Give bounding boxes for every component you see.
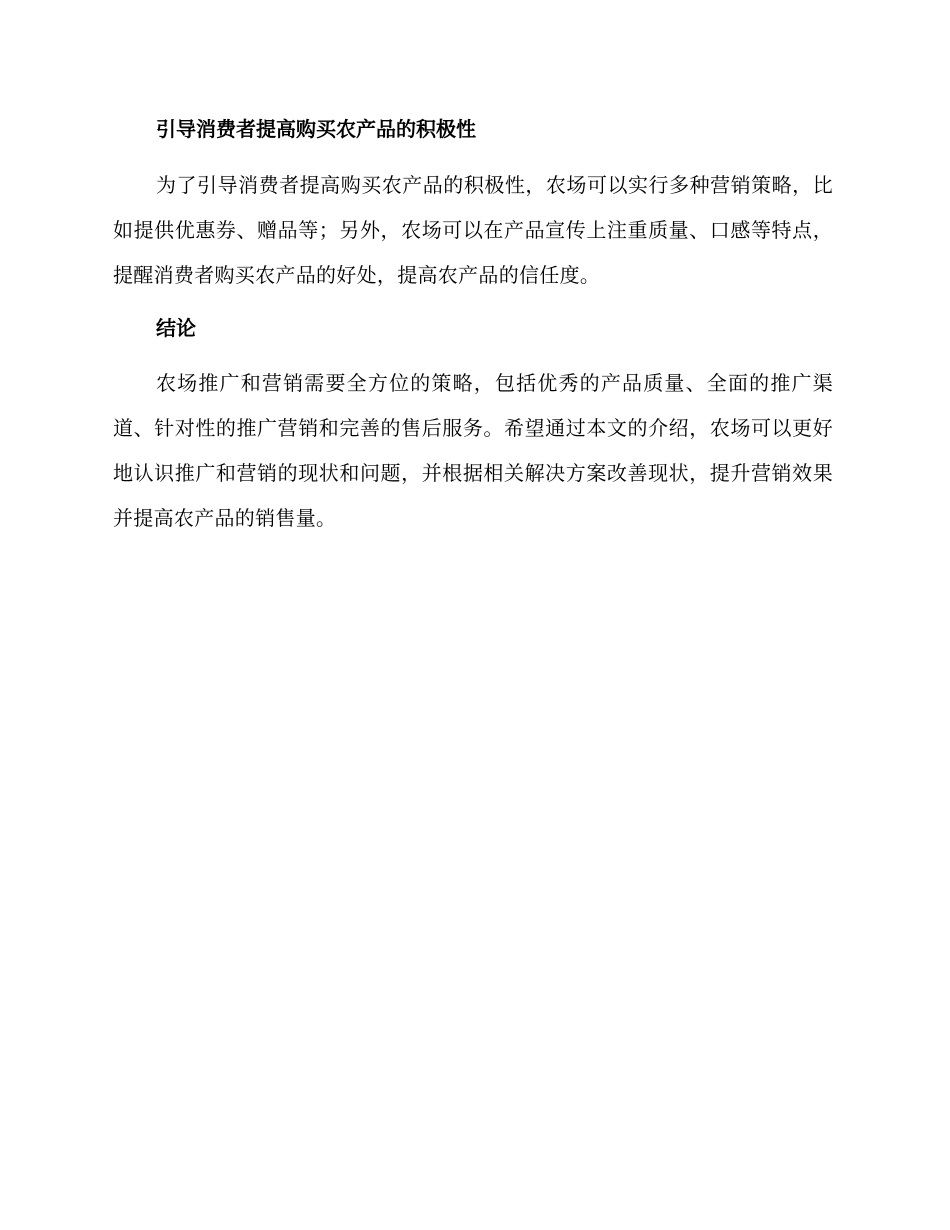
document-body: [113, 112, 833, 541]
section-paragraph-conclusion: 农场推广和营销需要全方位的策略，包括优秀的产品质量、全面的推广渠道、针对性的推广营销和完善的售后服务。希望通过本文的介绍，农场可以更好地认识推广和营销的现状和问题，并根据相关解决方案改善现状，提升营销效果并提高农产品的销售量。: [113, 371, 833, 530]
section-paragraph-consumer-motivation: 为了引导消费者提高购买农产品的积极性，农场可以实行多种营销策略，比如提供优惠券、赠品等；另外，农场可以在产品宣传上注重质量、口感等特点，提醒消费者购买农产品的好处，提高农产品的信任度。: [113, 173, 833, 287]
section-heading-consumer-motivation: 引导消费者提高购买农产品的积极性: [156, 117, 476, 141]
section-heading-conclusion: 结论: [156, 316, 196, 340]
